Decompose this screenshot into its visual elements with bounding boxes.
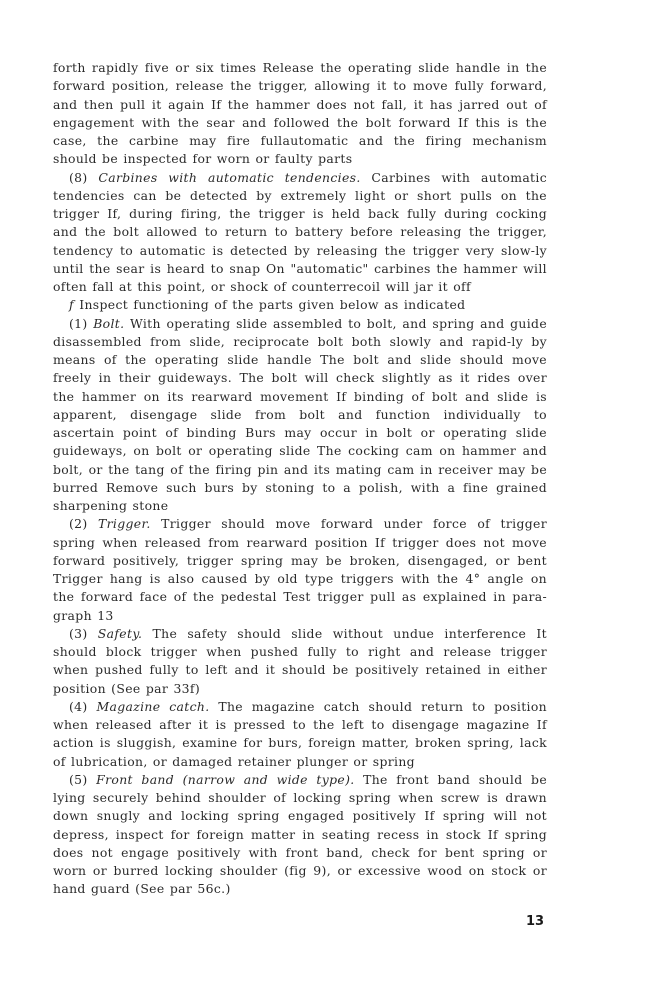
paragraph-heading: Magazine catch.: [96, 698, 210, 714]
paragraph-automatic-tendencies: [53, 169, 547, 297]
paragraph-text: Carbines with automatic tendencies can be detected by extremely light or short pulls on the trigger If, during firing, the trigger is held back fully during cocking and the bolt allowed to return to battery before releasing the trigger, tendency to automatic is detected by releasing the trigger very slow-ly until the sear is heard to snap On "automatic" carbines the hammer will often fall at this point, or shock of counterrecoil will jar it off: [53, 169, 547, 294]
paragraph-heading: Safety.: [97, 625, 143, 641]
paragraph-text: The front band should be lying securely behind shoulder of locking spring when screw is drawn down snugly and locking spring engaged positively If spring will not depress, inspect for foreign matter in seating recess in stock If spring does not engage positively with front band, check for bent spring or worn or burred locking shoulder (fig 9), or excessive wood on stock or hand guard (See par 56c.): [53, 771, 548, 897]
paragraph-text: The safety should slide without undue interference It should block trigger when pushed fully to right and release trigger when pushed fully to left and it should be positively retained in either position (See par 33f): [53, 625, 548, 696]
paragraph-heading: Bolt.: [93, 315, 125, 331]
paragraph-text: With operating slide assembled to bolt, and spring and guide disassembled from slide, reciprocate bolt both slowly and rapid-ly by means of the operating slide handle The bolt and slide should move freely in their guideways. The bolt will check slightly as it rides over the hammer on its rearward movement If binding of bolt and slide is apparent, disengage slide from bolt and function individually to ascertain point of binding Burs may occur in bolt or operating slide guideways, on bolt or operating slide The cocking cam on hammer and bolt, or the tang of the firing pin and its mating cam in receiver may be burred Remove such burs by stoning to a polish, with a fine grained sharpening stone: [53, 315, 547, 513]
paragraph-bolt: [53, 315, 547, 516]
paragraph-number: (5): [69, 771, 97, 787]
paragraph-number: (8): [69, 169, 99, 185]
paragraph-number: f: [69, 297, 80, 313]
paragraph-front-band: [53, 771, 547, 899]
paragraph-heading: Trigger.: [98, 516, 151, 532]
paragraph-text: The magazine catch should return to position when released after it is pressed to the left to disengage magazine If action is sluggish, examine for burs, foreign matter, broken spring, lack of lubrication, or damaged retainer plunger or spring: [53, 698, 547, 769]
paragraph-heading: Carbines with automatic tendencies.: [98, 169, 361, 185]
paragraph-text: Trigger should move forward under force of trigger spring when released from rearward position If trigger does not move forward positively, trigger spring may be broken, disengaged, or bent Trigger hang is also caused by old type triggers with the 4° angle on the forward face of the pedestal Test trigger pull as explained in para-graph 13: [53, 516, 547, 623]
paragraph-safety: [53, 625, 547, 698]
body-text: [53, 59, 547, 899]
paragraph-number: (3): [69, 625, 98, 641]
paragraph-inspect-functioning: [53, 296, 547, 314]
paragraph-text: Inspect functioning of the parts given below as indicated: [79, 297, 466, 313]
page-number: 13: [526, 914, 545, 929]
paragraph-magazine-catch: [53, 698, 547, 771]
paragraph-trigger: [53, 515, 547, 625]
paragraph-text: forth rapidly five or six times Release the operating slide handle in the forward position, release the trigger, allowing it to move fully forward, and then pull it again If the hammer does not fall, it has jarred out of engagement with the sear and followed the bolt forward If this is the case, the carbine may fire fullautomatic and the firing mechanism should be inspected for worn or faulty parts: [53, 60, 547, 167]
paragraph-number: (1): [69, 315, 94, 331]
paragraph-heading: Front band (narrow and wide type).: [96, 771, 355, 787]
paragraph-number: (2): [69, 516, 99, 532]
paragraph-number: (4): [69, 698, 97, 714]
paragraph-continuation: [53, 59, 547, 169]
